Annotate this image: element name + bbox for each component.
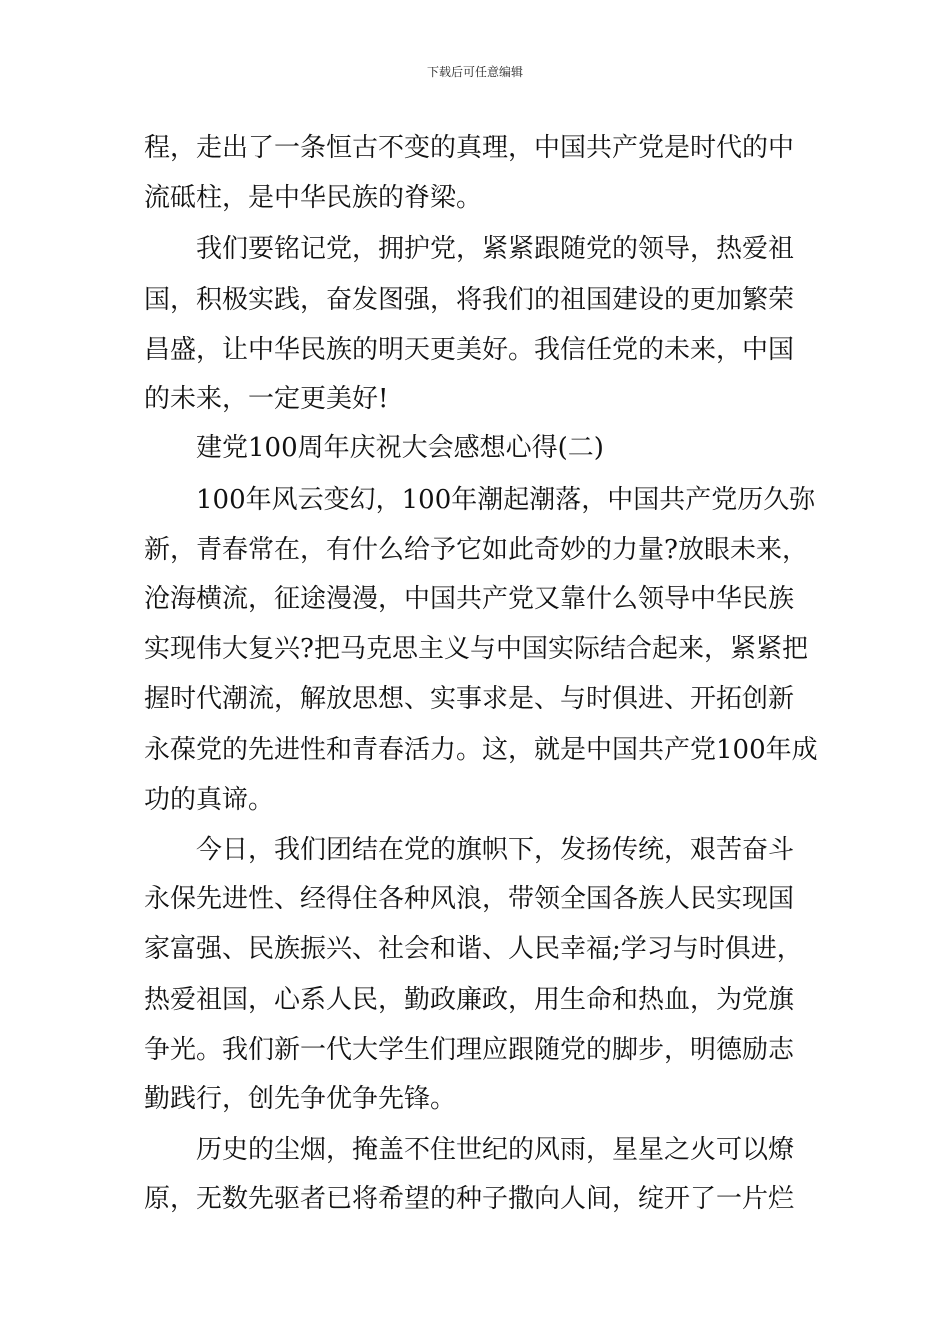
text-line: 永葆党的先进性和青春活力。这，就是中国共产党100年成 bbox=[144, 735, 818, 765]
page-header: 下载后可任意编辑 bbox=[426, 65, 523, 79]
text-line: 功的真谛。 bbox=[144, 785, 275, 815]
paragraph-first-line: 我们要铭记党，拥护党，紧紧跟随党的领导，热爱祖 bbox=[196, 234, 795, 264]
text-line: 程，走出了一条恒古不变的真理，中国共产党是时代的中 bbox=[144, 133, 795, 163]
paragraph-first-line: 100年风云变幻，100年潮起潮落，中国共产党历久弥 bbox=[196, 485, 816, 515]
text-line: 永保先进性、经得住各种风浪，带领全国各族人民实现国 bbox=[144, 884, 795, 914]
text-line: 国，积极实践，奋发图强，将我们的祖国建设的更加繁荣 bbox=[144, 285, 795, 315]
text-line: 争光。我们新一代大学生们理应跟随党的脚步，明德励志 bbox=[144, 1035, 795, 1065]
text-line: 家富强、民族振兴、社会和谐、人民幸福;学习与时俱进， bbox=[144, 934, 803, 964]
paragraph-first-line: 历史的尘烟，掩盖不住世纪的风雨，星星之火可以燎 bbox=[196, 1135, 795, 1165]
text-line: 握时代潮流，解放思想、实事求是、与时俱进、开拓创新 bbox=[144, 684, 795, 714]
text-line: 实现伟大复兴?把马克思主义与中国实际结合起来，紧紧把 bbox=[144, 634, 808, 664]
section-heading: 建党100周年庆祝大会感想心得(二) bbox=[196, 433, 604, 463]
text-line: 原，无数先驱者已将希望的种子撒向人间，绽开了一片烂 bbox=[144, 1184, 795, 1214]
text-line: 热爱祖国，心系人民，勤政廉政，用生命和热血，为党旗 bbox=[144, 985, 795, 1015]
text-line: 流砥柱，是中华民族的脊梁。 bbox=[144, 183, 483, 213]
text-line: 的未来，一定更美好! bbox=[144, 384, 389, 414]
text-line: 沧海横流，征途漫漫，中国共产党又靠什么领导中华民族 bbox=[144, 584, 795, 614]
text-line: 勤践行，创先争优争先锋。 bbox=[144, 1084, 457, 1114]
text-line: 新，青春常在，有什么给予它如此奇妙的力量?放眼未来， bbox=[144, 535, 808, 565]
text-line: 昌盛，让中华民族的明天更美好。我信任党的未来，中国 bbox=[144, 335, 795, 365]
paragraph-first-line: 今日，我们团结在党的旗帜下，发扬传统，艰苦奋斗 bbox=[196, 835, 795, 865]
